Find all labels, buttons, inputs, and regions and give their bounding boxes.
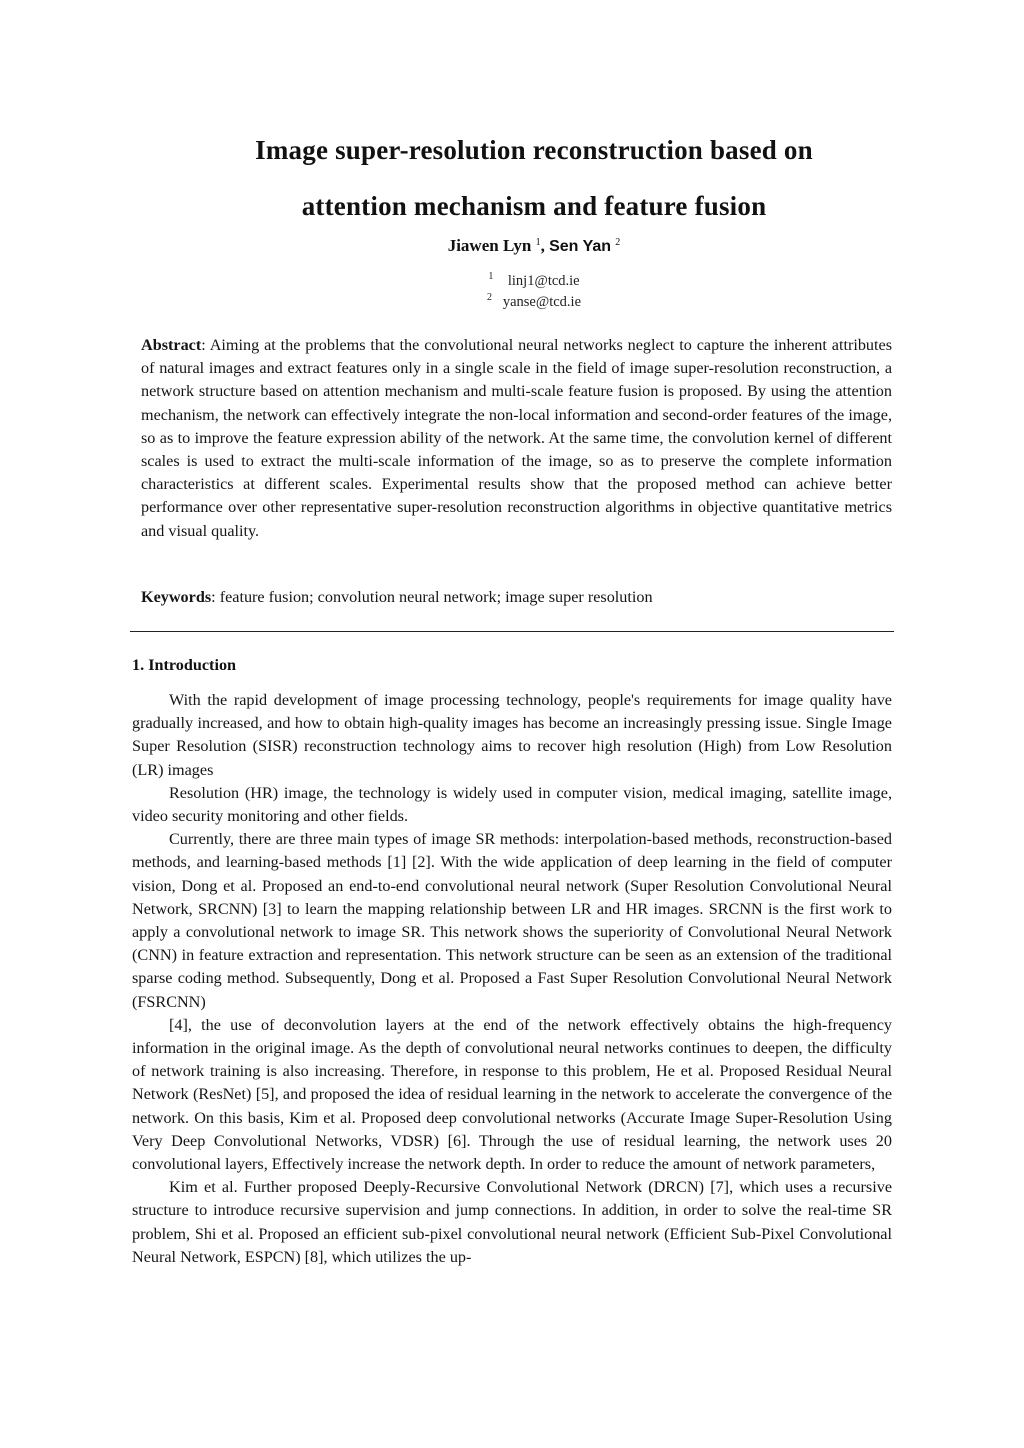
section-heading: 1. Introduction — [132, 656, 237, 674]
affiliation-line — [0, 271, 1024, 290]
keywords-label: Keywords — [141, 588, 212, 606]
body-paragraph: [4], the use of deconvolution layers at the end of the network effectively obtains the high-frequency information in the original image. As the depth of convolutional neural networks continues to deepen, the difficulty of network training is also increasing. Therefore, in response to this problem, He et al. Proposed Residual Neural Network (ResNet) [5], and proposed the idea of residual learning in the network to accelerate the convergence of the network. On this basis, Kim et al. Proposed deep convolutional networks (Accurate Image Super-Resolution Using Very Deep Convolutional Networks, VDSR) [6]. Through the use of residual learning, the network uses 20 convolutional layers, Effectively increase the network depth. In order to reduce the amount of network parameters, — [132, 1015, 892, 1174]
author-email[interactable]: linj1@tcd.ie — [507, 273, 580, 289]
paper-title-line-2: attention mechanism and feature fusion — [301, 191, 767, 221]
abstract — [141, 334, 892, 543]
body-paragraph: Currently, there are three main types of image SR methods: interpolation-based methods, reconstruction-based methods, and learning-based methods [1] [2]. With the wide application of deep learning in the field of computer vision, Dong et al. Proposed an end-to-end convolutional neural network (Super Resolution Convolutional Neural Network, SRCNN) [3] to learn the mapping relationship between LR and HR images. SRCNN is the first work to apply a convolutional network to image SR. This network shows the superiority of Convolutional Neural Network (CNN) in feature extraction and representation. This network structure can be seen as an extension of the traditional sparse coding method. Subsequently, Dong et al. Proposed a Fast Super Resolution Convolutional Neural Network (FSRCNN) — [132, 830, 892, 1011]
abstract-separator: : — [201, 336, 210, 354]
author-name: Sen Yan — [549, 238, 612, 255]
keywords-text: feature fusion; convolution neural network; image super resolution — [219, 588, 653, 606]
author-affiliation-mark: 1 — [535, 237, 541, 248]
author-separator: , — [540, 236, 550, 255]
author-list — [0, 236, 1024, 256]
section-body — [132, 689, 892, 1269]
affiliation-mark: 1 — [488, 271, 494, 282]
abstract-text: Aiming at the problems that the convolutional neural networks neglect to capture the inherent attributes of natural images and extract features only in a single scale in the field of image super-resolution reconstruction, a network structure based on attention mechanism and multi-scale feature fusion is proposed. By using the attention mechanism, the network can effectively integrate the non-local information and second-order features of the image, so as to improve the feature expression ability of the network. At the same time, the convolution kernel of different scales is used to extract the multi-scale information of the image, so as to preserve the complete information characteristics at different scales. Experimental results show that the proposed method can achieve better performance over other representative super-resolution reconstruction algorithms in objective quantitative metrics and visual quality. — [141, 336, 892, 540]
author-affiliation-mark: 2 — [615, 237, 621, 248]
keywords — [141, 586, 892, 609]
paper-title-line-1: Image super-resolution reconstruction based on — [255, 135, 813, 165]
section-divider — [130, 631, 894, 632]
abstract-label: Abstract — [141, 336, 202, 354]
body-paragraph: Resolution (HR) image, the technology is widely used in computer vision, medical imaging, satellite image, video security monitoring and other fields. — [132, 783, 892, 826]
author-email[interactable]: yanse@tcd.ie — [502, 294, 582, 310]
affiliation-mark: 2 — [486, 292, 492, 303]
body-paragraph: With the rapid development of image processing technology, people's requirements for image quality have gradually increased, and how to obtain high-quality images has become an increasingly pressing issue. Single Image Super Resolution (SISR) reconstruction technology aims to recover high resolution (High) from Low Resolution (LR) images — [132, 691, 892, 779]
keywords-separator: : — [211, 588, 220, 606]
body-paragraph: Kim et al. Further proposed Deeply-Recursive Convolutional Network (DRCN) [7], which uses a recursive structure to introduce recursive supervision and jump connections. In addition, in order to solve the real-time SR problem, Shi et al. Proposed an efficient sub-pixel convolutional neural network (Efficient Sub-Pixel Convolutional Neural Network, ESPCN) [8], which utilizes the up- — [132, 1178, 892, 1266]
author-name: Jiawen Lyn — [447, 236, 532, 255]
affiliation-line — [0, 292, 1024, 311]
